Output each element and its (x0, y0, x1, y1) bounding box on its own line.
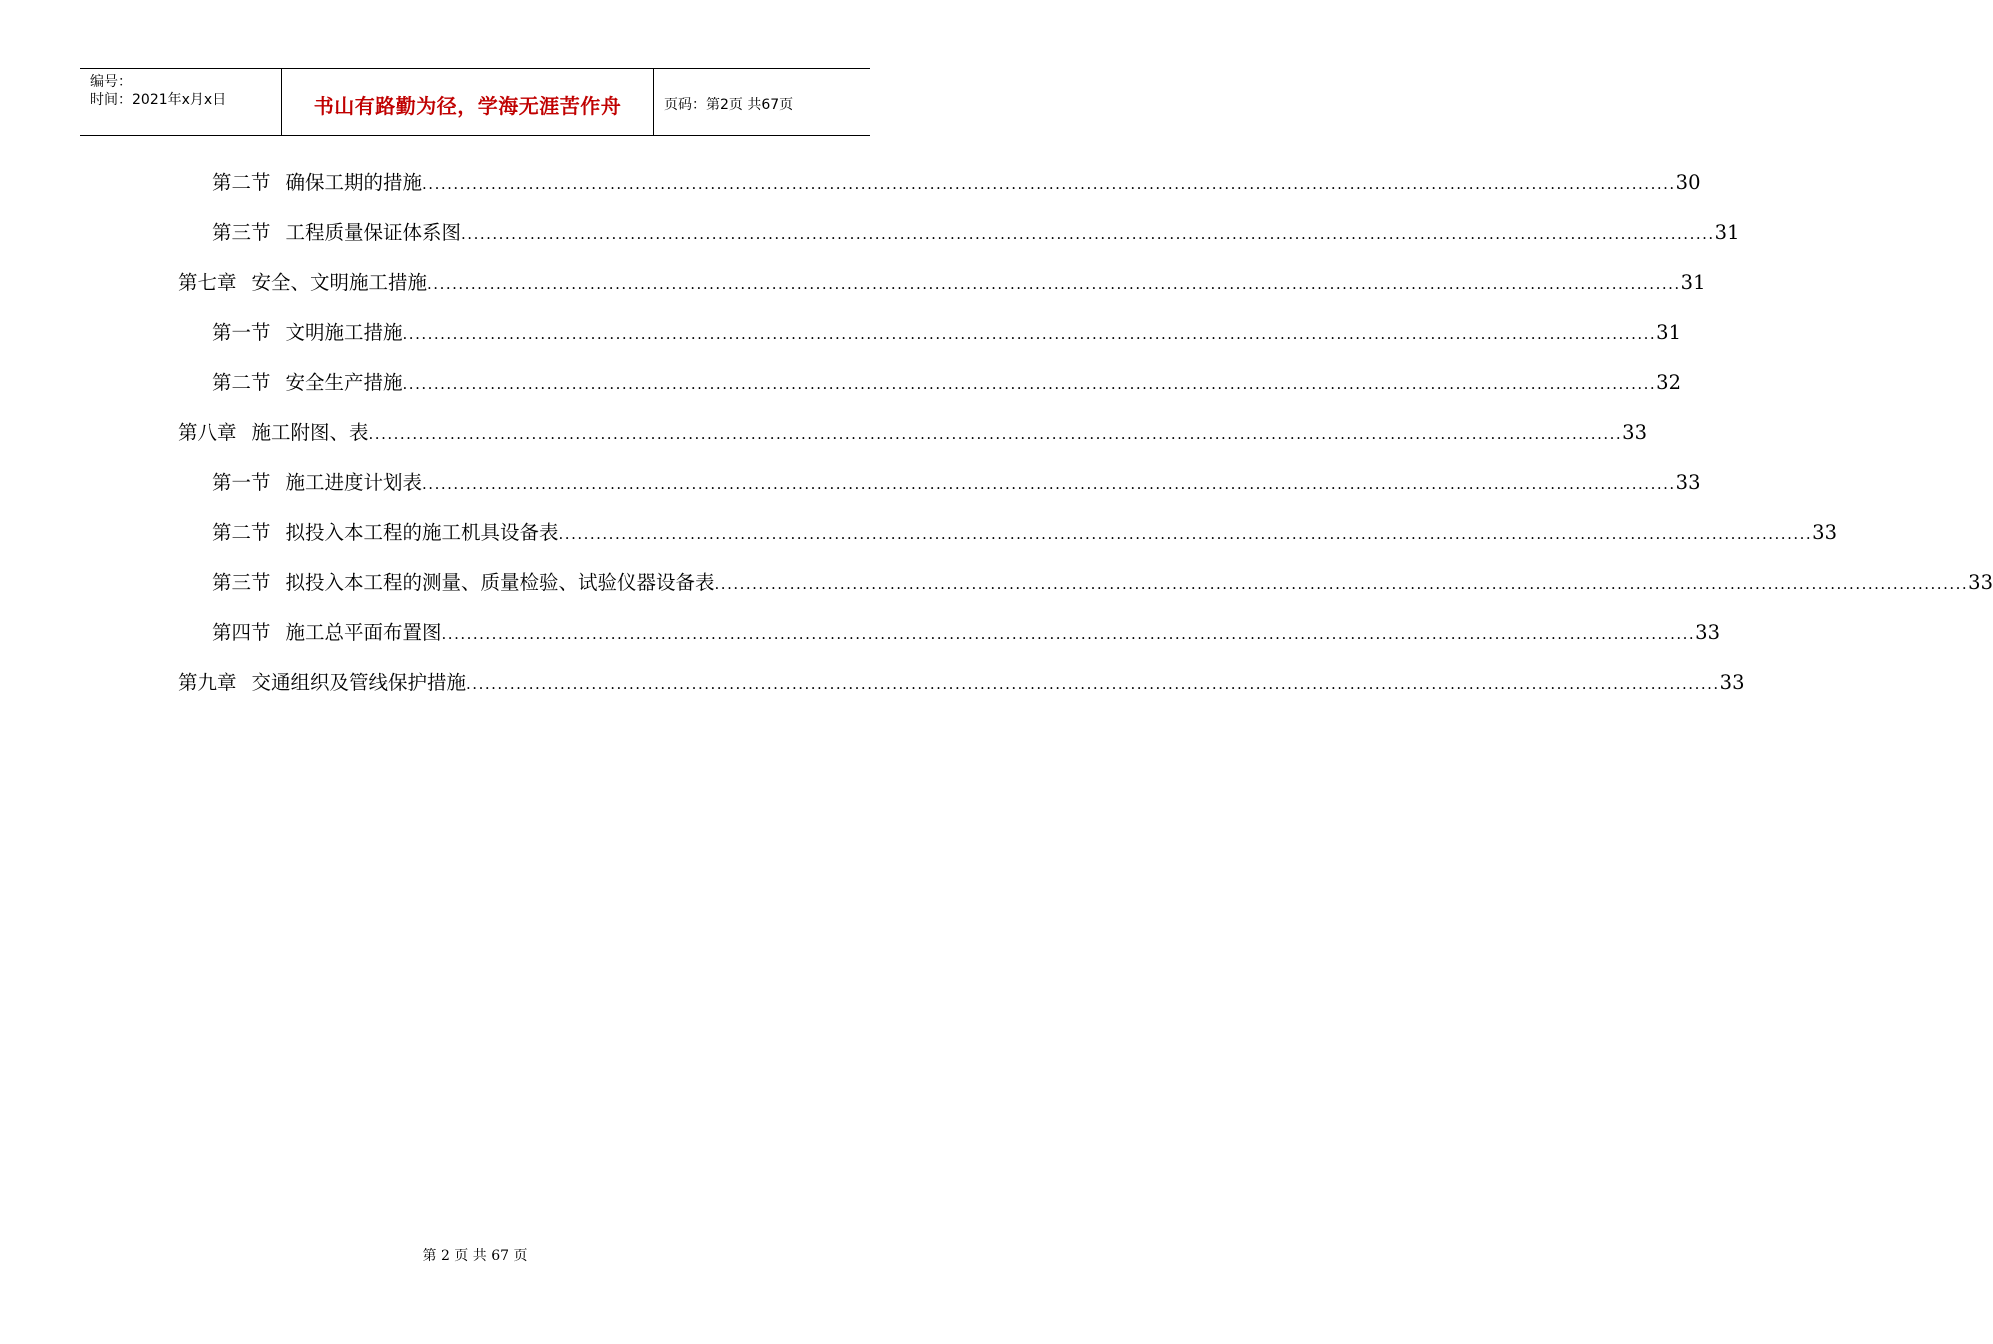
toc-leader-dots: ........................................................................................................................................................................................................ (441, 625, 1696, 643)
toc-entry-page: 30 (1675, 171, 1701, 194)
toc-entry-number: 第二节 (212, 521, 271, 544)
toc-entry-title: 交通组织及管线保护措施 (251, 671, 467, 694)
toc-entry[interactable] (212, 465, 1701, 501)
toc-leader-dots: ........................................................................................................................................................................................................ (427, 275, 1681, 293)
toc-entry-page: 32 (1656, 371, 1681, 394)
toc-entry-title: 文明施工措施 (285, 321, 403, 344)
toc-entry-number: 第一节 (212, 471, 271, 494)
toc-entry-number: 第三节 (212, 571, 271, 594)
toc-leader-dots: ........................................................................................................................................................................................................ (402, 325, 1657, 343)
toc-entry-title: 施工总平面布置图 (285, 621, 442, 644)
toc-entry-page: 33 (1675, 471, 1701, 494)
header-motto-cell (282, 69, 654, 135)
toc-entry-page: 33 (1968, 571, 1993, 594)
toc-entry-page: 33 (1812, 521, 1837, 544)
toc-entry-number: 第九章 (178, 671, 237, 694)
toc-entry-title: 安全生产措施 (285, 371, 403, 394)
toc-entry[interactable] (212, 165, 1701, 201)
toc-entry-number: 第三节 (212, 221, 271, 244)
page-header (80, 68, 870, 136)
toc-leader-dots: ........................................................................................................................................................................................................ (466, 675, 1720, 693)
toc-entry-page: 31 (1680, 271, 1706, 294)
toc-entry[interactable] (212, 515, 1837, 551)
toc-entry[interactable] (212, 215, 1740, 251)
toc-entry-title: 拟投入本工程的测量、质量检验、试验仪器设备表 (285, 571, 715, 594)
page-footer: 第 2 页 共 67 页 (422, 1248, 528, 1264)
toc-entry-title: 施工附图、表 (251, 421, 369, 444)
toc-entry-page: 33 (1719, 671, 1745, 694)
toc-leader-dots: ........................................................................................................................................................................................................ (461, 225, 1715, 243)
header-meta (80, 69, 282, 135)
document-time-label: 时间：2021年x月x日 (90, 92, 227, 108)
toc-entry[interactable] (178, 665, 1745, 701)
toc-entry-number: 第二节 (212, 171, 271, 194)
toc-entry[interactable] (178, 265, 1706, 301)
toc-entry-page: 33 (1622, 421, 1647, 444)
toc-entry-number: 第八章 (178, 421, 237, 444)
toc-entry[interactable] (212, 365, 1681, 401)
toc-leader-dots: ........................................................................................................................................................................................................ (422, 475, 1676, 493)
toc-leader-dots: ........................................................................................................................................................................................................ (558, 525, 1813, 543)
toc-entry[interactable] (212, 565, 1993, 601)
toc-entry-title: 确保工期的措施 (285, 171, 423, 194)
toc-entry[interactable] (212, 615, 1720, 651)
document-number-label: 编号： (90, 74, 132, 90)
toc-entry-title: 拟投入本工程的施工机具设备表 (285, 521, 559, 544)
toc-leader-dots: ........................................................................................................................................................................................................ (714, 575, 1969, 593)
toc-entry-title: 工程质量保证体系图 (285, 221, 462, 244)
toc-entry-number: 第一节 (212, 321, 271, 344)
toc-entry-title: 施工进度计划表 (285, 471, 423, 494)
toc-entry-page: 31 (1656, 321, 1681, 344)
header-page-info-cell (654, 69, 870, 135)
toc-leader-dots: ........................................................................................................................................................................................................ (402, 375, 1657, 393)
toc-leader-dots: ........................................................................................................................................................................................................ (368, 425, 1623, 443)
header-motto: 书山有路勤为径，学海无涯苦作舟 (313, 93, 622, 118)
toc-entry[interactable] (178, 415, 1647, 451)
toc-entry[interactable] (212, 315, 1681, 351)
toc-entry-page: 33 (1695, 621, 1720, 644)
toc-entry-number: 第二节 (212, 371, 271, 394)
toc-entry-title: 安全、文明施工措施 (251, 271, 428, 294)
toc-entry-number: 第七章 (178, 271, 237, 294)
toc-entry-page: 31 (1714, 221, 1740, 244)
header-page-info: 页码：第2页 共67页 (664, 97, 794, 113)
toc-entry-number: 第四节 (212, 621, 271, 644)
toc-leader-dots: ........................................................................................................................................................................................................ (422, 175, 1676, 193)
